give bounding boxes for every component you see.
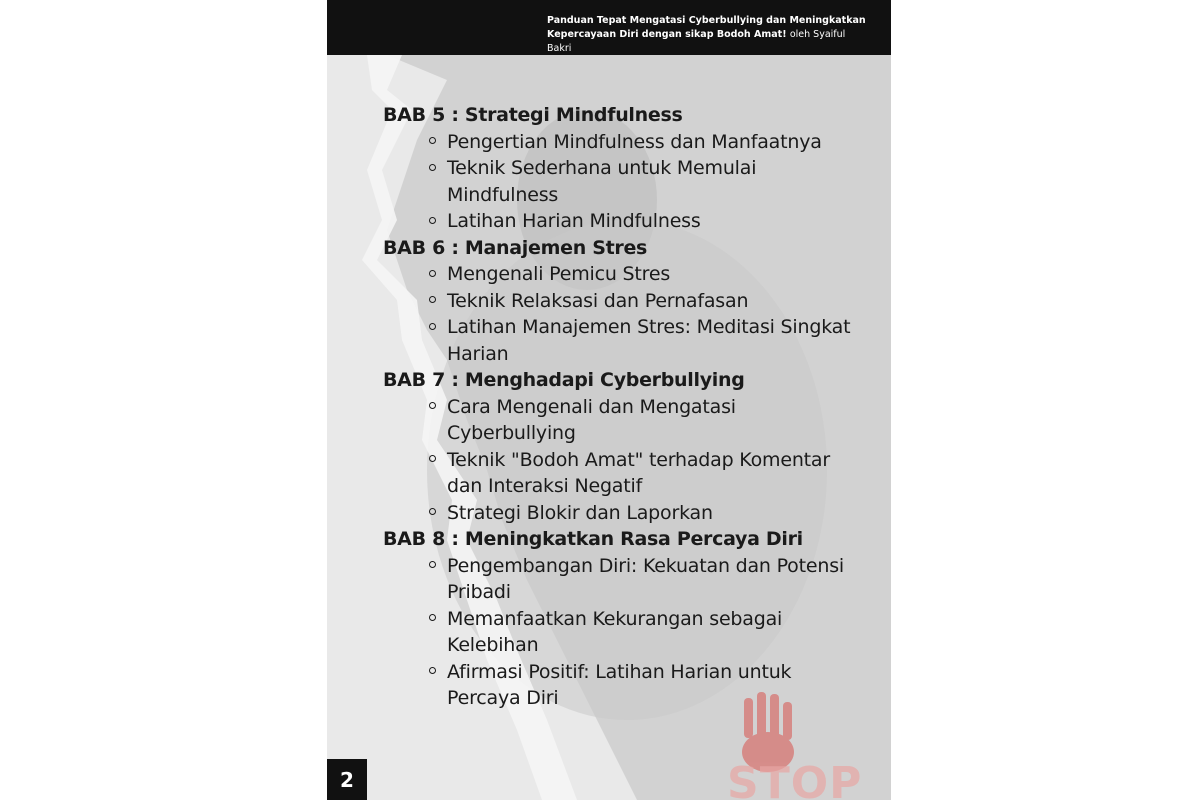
circle-bullet-icon [429,455,436,462]
list-item [447,208,853,235]
circle-bullet-icon [429,614,436,621]
circle-bullet-icon [429,164,436,171]
item-text: Latihan Harian Mindfulness [447,210,701,232]
circle-bullet-icon [429,323,436,330]
list-item [447,394,853,447]
circle-bullet-icon [429,296,436,303]
chapter-7 [383,367,853,526]
header-text [547,14,867,56]
item-text: Teknik Relaksasi dan Pernafasan [447,289,749,312]
chapter-title: BAB 7 : Menghadapi Cyberbullying [383,369,745,391]
chapter-items [383,129,853,235]
list-item [447,288,853,315]
item-text: Memanfaatkan Kekurangan sebagai Kelebihan [447,607,783,656]
circle-bullet-icon [429,217,436,224]
chapter-6 [383,235,853,368]
item-text: Teknik Sederhana untuk Memulai Mindfulness [447,157,757,206]
circle-bullet-icon [429,270,436,277]
header-banner [327,0,891,55]
document-page [327,0,891,800]
list-item [447,553,853,606]
item-text: Cara Mengenali dan Mengatasi Cyberbullying [447,395,736,444]
stop-stamp-text: STOP [727,758,863,800]
item-text: Pengertian Mindfulness dan Manfaatnya [447,130,822,153]
circle-bullet-icon [429,402,436,409]
list-item [447,314,853,367]
item-text: Strategi Blokir dan Laporkan [447,501,713,524]
chapter-8 [383,526,853,712]
list-item [447,659,853,712]
item-text: Mengenali Pemicu Stres [447,263,671,285]
chapter-5 [383,102,853,235]
item-text: Afirmasi Positif: Latihan Harian untuk Percaya Diri [447,660,792,709]
circle-bullet-icon [429,561,436,568]
chapter-title: BAB 5 : Strategi Mindfulness [383,104,683,126]
chapter-title: BAB 8 : Meningkatkan Rasa Percaya Diri [383,528,803,550]
book-author: oleh Syaiful Bakri [547,29,846,54]
circle-bullet-icon [429,137,436,144]
list-item [447,155,853,208]
circle-bullet-icon [429,667,436,674]
list-item [447,261,853,288]
item-text: Teknik "Bodoh Amat" terhadap Komentar dan Interaksi Negatif [447,448,830,497]
book-title: Panduan Tepat Mengatasi Cyberbullying dan Meningkatkan Kepercayaan Diri dengan sikap Bodoh Amat! [547,15,866,40]
item-text: Pengembangan Diri: Kekuatan dan Potensi Pribadi [447,554,844,603]
chapter-title: BAB 6 : Manajemen Stres [383,236,648,259]
list-item [447,606,853,659]
chapter-items [383,553,853,712]
chapter-items [383,394,853,527]
item-text: Latihan Manajemen Stres: Meditasi Singkat Harian [447,316,851,365]
table-of-contents [383,102,853,712]
list-item [447,447,853,500]
chapter-items [383,261,853,367]
list-item [447,500,853,527]
list-item [447,129,853,156]
page-number: 2 [327,759,367,800]
circle-bullet-icon [429,508,436,515]
